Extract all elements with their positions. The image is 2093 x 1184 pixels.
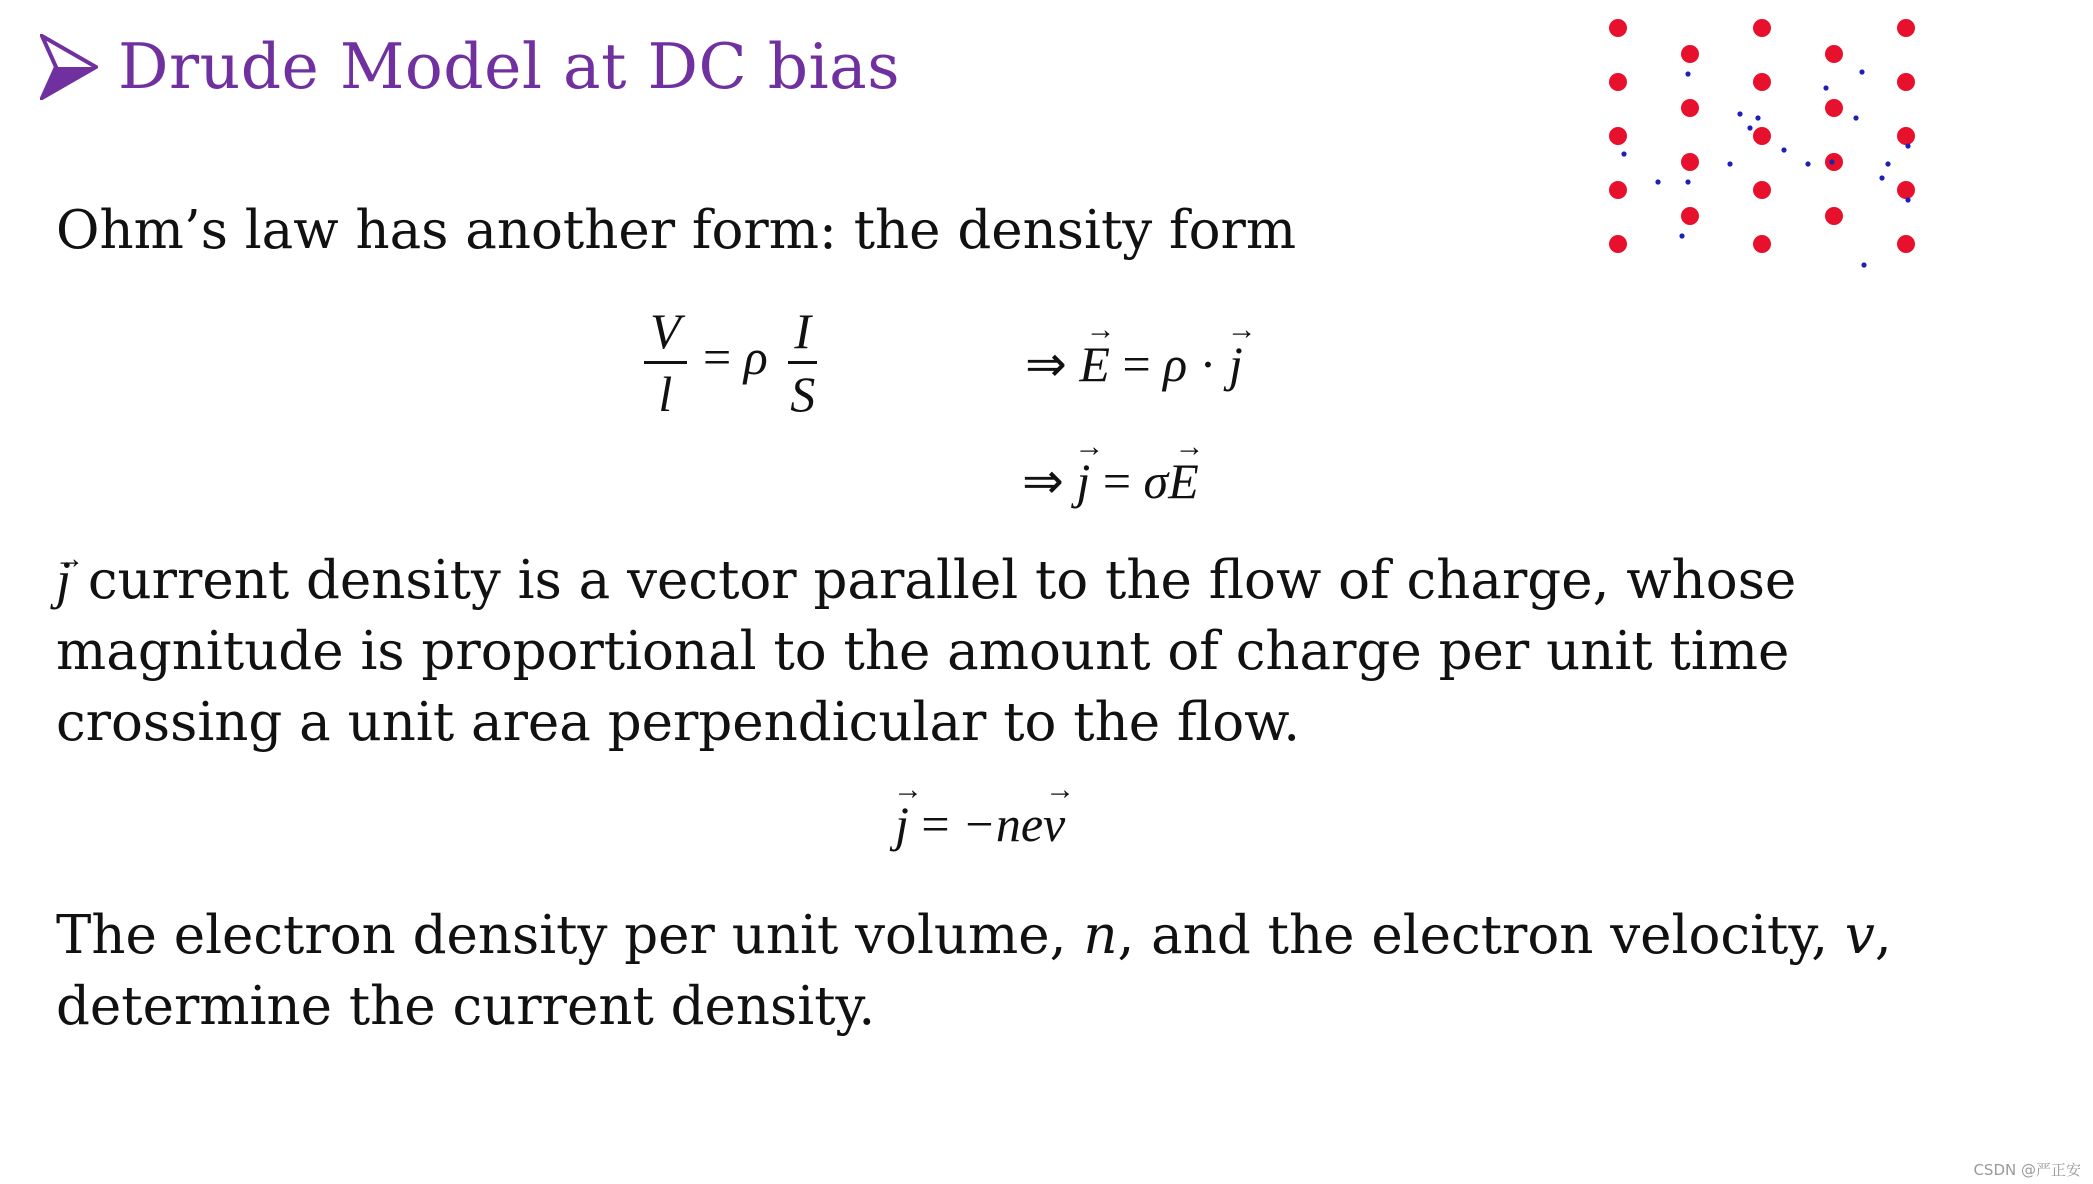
v-symbol: v [1844, 905, 1875, 966]
electron-dot [1621, 151, 1626, 156]
n-symbol: n [1083, 905, 1118, 966]
slide-title: Drude Model at DC bias [118, 30, 901, 103]
ion-dot [1753, 19, 1771, 37]
j-vector: → j [1229, 335, 1243, 393]
ion-dot [1609, 127, 1627, 145]
e-field-vector: → E [1168, 452, 1199, 510]
electron-dot [1781, 147, 1786, 152]
ion-dot [1753, 235, 1771, 253]
watermark: CSDN @严正安 [1973, 1161, 2081, 1179]
ion-dot [1825, 207, 1843, 225]
ion-dot [1897, 235, 1915, 253]
electron-dot [1823, 85, 1828, 90]
ion-dot [1825, 45, 1843, 63]
electron-dot [1853, 115, 1858, 120]
fraction-i-over-s [784, 305, 821, 420]
definition-text: current density is a vector parallel to the flow of charge, whose magnitude is proportional to the amount of charge per unit time crossing a unit area perpendicular to the flow. [56, 550, 1797, 753]
v-vector: → v [1043, 795, 1065, 853]
electron-dot [1747, 125, 1752, 130]
sigma-symbol: σ [1143, 453, 1169, 509]
electron-dot [1737, 111, 1742, 116]
ion-dot [1681, 207, 1699, 225]
implies-symbol: ⇒ [1022, 453, 1064, 509]
ion-dot [1681, 45, 1699, 63]
j-vector: → j [895, 795, 909, 853]
electron-dot [1755, 115, 1760, 120]
rho-symbol: ρ [743, 328, 768, 385]
electron-dot [1655, 179, 1660, 184]
electron-dot [1805, 161, 1810, 166]
ion-dot [1753, 181, 1771, 199]
ion-dot [1681, 153, 1699, 171]
conclusion-text-2: , and the electron velocity, [1117, 905, 1845, 966]
ion-dot [1609, 181, 1627, 199]
e-field-vector: → E [1079, 335, 1110, 393]
electron-dot [1685, 179, 1690, 184]
conclusion-text-3: , determine the current density. [56, 905, 1892, 1037]
electron-dot [1859, 69, 1864, 74]
current-density-equation [895, 795, 1065, 853]
ion-dot [1897, 181, 1915, 199]
slide-title-row [40, 30, 900, 103]
electron-dot [1861, 262, 1866, 267]
electron-dot [1679, 233, 1684, 238]
electron-dot [1829, 159, 1834, 164]
ion-dot [1609, 73, 1627, 91]
conductivity-equation [1022, 452, 1199, 510]
implies-symbol: ⇒ [1025, 336, 1067, 392]
definition-paragraph [56, 545, 2026, 758]
ion-dot [1897, 19, 1915, 37]
numerator-v: V [644, 305, 687, 364]
intro-text: Ohm’s law has another form: the density form [56, 200, 1297, 261]
ion-dot [1825, 99, 1843, 117]
equals-sign: = [703, 328, 732, 385]
minus-n-e: −ne [962, 796, 1044, 852]
equals-sign: = [921, 796, 950, 852]
conclusion-paragraph [56, 900, 2026, 1042]
ohm-law-equation [640, 305, 825, 420]
ion-dot [1753, 127, 1771, 145]
ion-dot [1753, 73, 1771, 91]
electron-dot [1885, 161, 1890, 166]
electron-dot [1905, 143, 1910, 148]
electron-dot [1685, 71, 1690, 76]
j-vector: → j [1076, 452, 1090, 510]
electron-dot [1905, 197, 1910, 202]
j-vector-symbol: → j [56, 545, 71, 616]
ion-dot [1897, 73, 1915, 91]
equals-sign: = [1102, 453, 1132, 509]
ion-dot [1681, 99, 1699, 117]
lattice-illustration [1600, 10, 1950, 280]
dot-operator: · [1199, 336, 1217, 392]
denominator-s: S [790, 366, 816, 422]
fraction-v-over-l [644, 305, 687, 420]
numerator-i: I [788, 305, 817, 364]
ion-dot [1897, 127, 1915, 145]
ion-dot [1609, 235, 1627, 253]
denominator-l: l [658, 366, 673, 422]
field-equation [1025, 335, 1243, 393]
rho-symbol: ρ [1163, 336, 1188, 392]
arrow-bullet-icon [40, 34, 98, 100]
electron-dot [1727, 161, 1732, 166]
electron-dot [1879, 175, 1884, 180]
conclusion-text-1: The electron density per unit volume, [56, 905, 1084, 966]
equals-sign: = [1122, 336, 1151, 392]
ion-dot [1609, 19, 1627, 37]
